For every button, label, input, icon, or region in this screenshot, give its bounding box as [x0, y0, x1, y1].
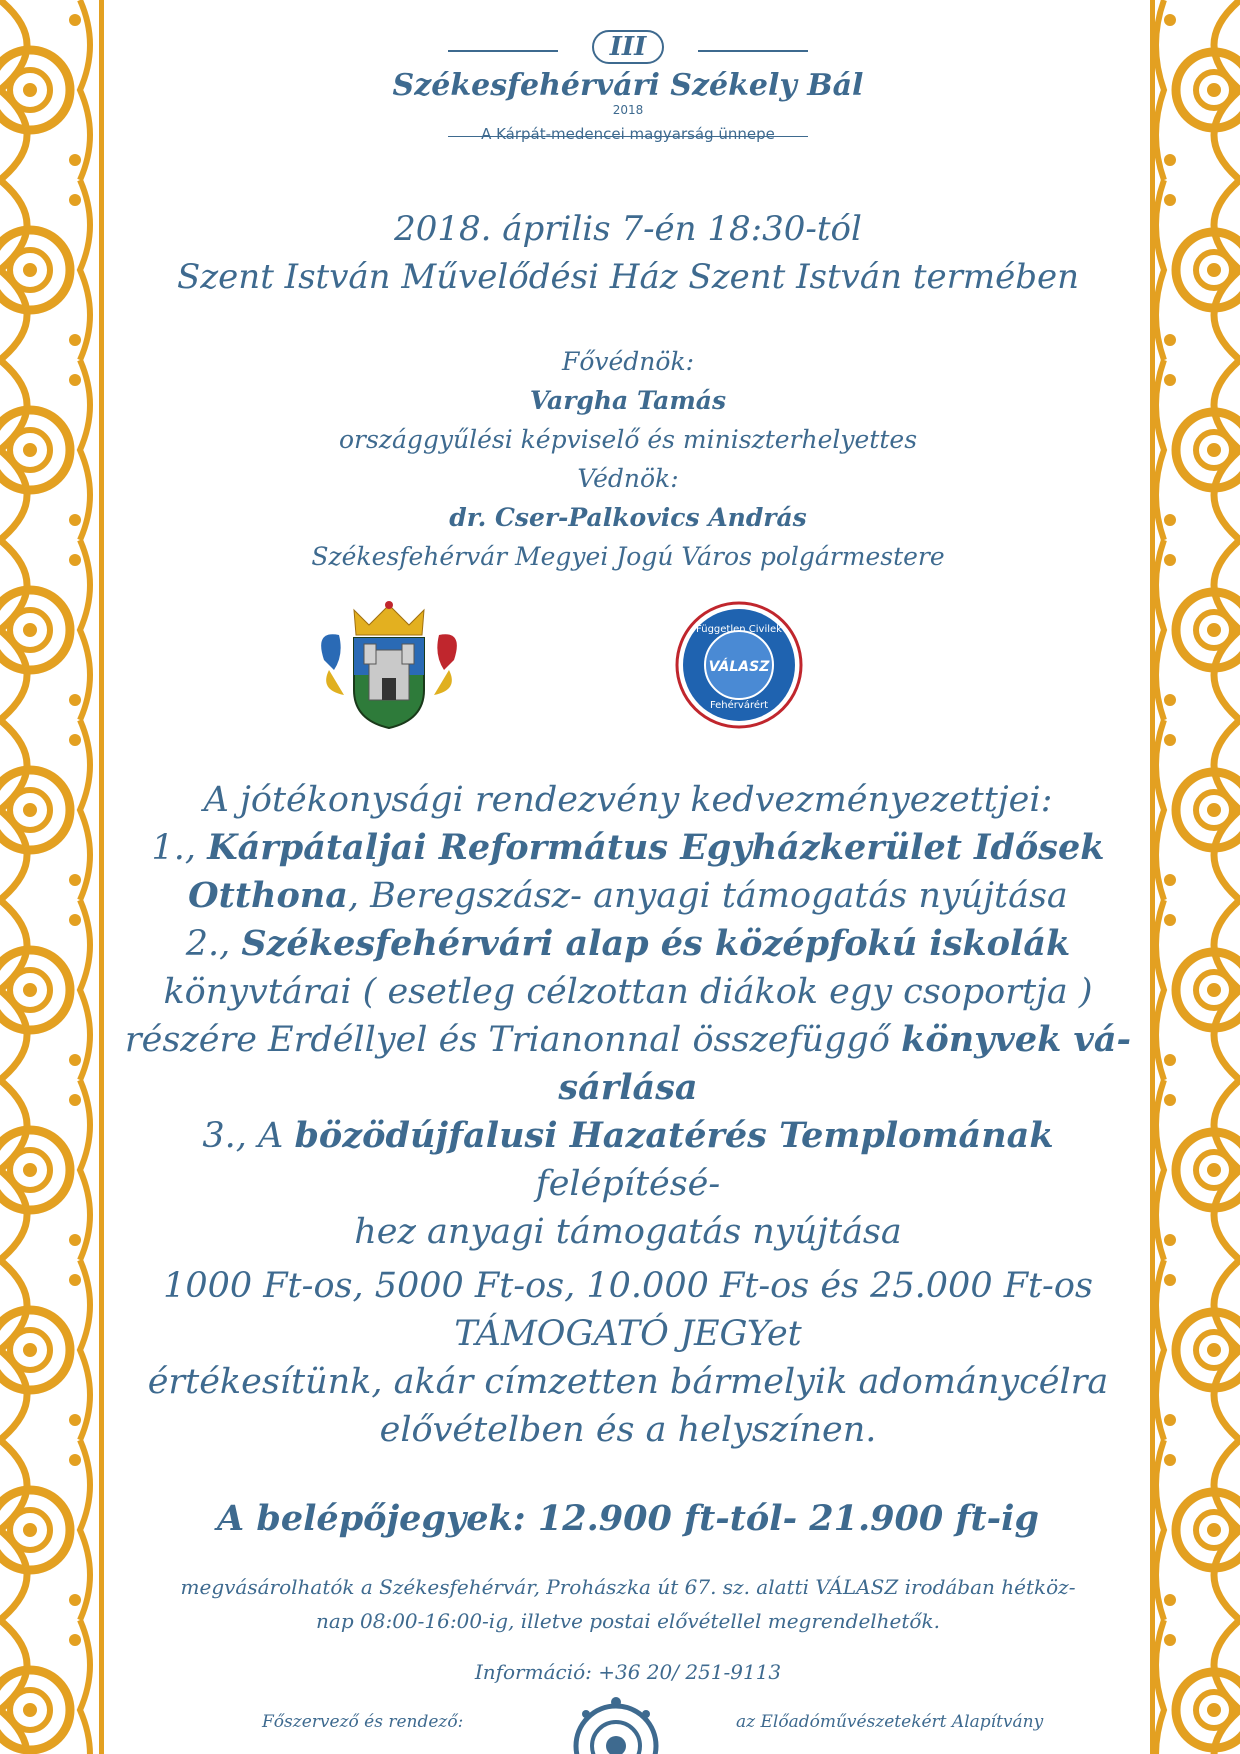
- left-ornamental-border: [0, 0, 108, 1754]
- ball-subtitle: A Kárpát-medencei magyarság ünnepe: [481, 125, 775, 143]
- valasz-logo-top-text: Független Civilek: [696, 624, 782, 635]
- beneficiaries-block: [108, 776, 1148, 1256]
- beneficiary-3-line-2: hez anyagi támogatás nyújtása: [354, 1212, 902, 1252]
- beneficiary-3-line-1: [108, 1112, 1148, 1208]
- beneficiary-1-desc: , Beregszász- anyagi támogatás nyújtása: [347, 876, 1068, 916]
- beneficiary-3-rest: felépítésé-: [535, 1164, 721, 1204]
- edition-number: III: [609, 32, 647, 62]
- city-coat-of-arms-icon: [314, 600, 464, 730]
- entry-ticket-price: A belépőjegyek: 12.900 ft-tól- 21.900 ft-ig: [217, 1498, 1039, 1539]
- beneficiary-2-line-4: [108, 1064, 1148, 1112]
- beneficiaries-heading: A jótékonysági rendezvény kedvezményezettjei:: [203, 780, 1053, 820]
- ball-year: 2018: [612, 103, 644, 117]
- support-tickets-block: [108, 1262, 1148, 1454]
- ball-title: Székesfehérvári Székely Bál: [392, 68, 864, 103]
- beneficiary-2-line-3-text: részére Erdéllyel és Trianonnal összefüggő: [124, 1020, 890, 1060]
- event-logo: [108, 30, 1148, 143]
- beneficiary-1-name-b: Otthona: [188, 875, 348, 916]
- beneficiary-2-line-1: [108, 920, 1148, 968]
- beneficiary-1-prefix: 1.,: [151, 828, 197, 868]
- beneficiary-2-line-2: könyvtárai ( esetleg célzottan diákok egy csoportja ): [163, 972, 1093, 1012]
- valasz-logo-icon: [674, 600, 804, 730]
- contact-info: Információ: +36 20/ 251-9113: [474, 1660, 782, 1684]
- purchase-info: [138, 1570, 1118, 1638]
- beneficiary-1-name-a: Kárpátaljai Református Egyházkerület Idősek: [207, 827, 1105, 868]
- beneficiary-2-line-3-bold: könyvek vá-: [901, 1019, 1132, 1060]
- valasz-logo-bottom-text: Fehérvárért: [709, 700, 769, 711]
- valasz-logo-center-text: VÁLASZ: [708, 659, 770, 675]
- beneficiary-3-prefix: 3., A: [202, 1116, 284, 1156]
- patron-role: Székesfehérvár Megyei Jogú Város polgármestere: [311, 542, 945, 571]
- poster-content: [108, 0, 1148, 1754]
- beneficiary-2-line-3: [108, 1016, 1148, 1064]
- footer-ornament-icon: [556, 1696, 676, 1754]
- purchase-line-1: megvásárolhatók a Székesfehérvár, Prohászka út 67. sz. alatti VÁLASZ irodában hétköz-: [180, 1575, 1076, 1599]
- purchase-line-2: nap 08:00-16:00-ig, illetve postai elővétellel megrendelhetők.: [316, 1609, 940, 1633]
- beneficiary-1-line-2: [108, 872, 1148, 920]
- organizer-label: Főszervező és rendező:: [262, 1712, 464, 1732]
- beneficiary-1-line-1: [108, 824, 1148, 872]
- beneficiary-2-prefix: 2.,: [185, 924, 231, 964]
- chief-patron-name: Vargha Tamás: [529, 386, 727, 415]
- tickets-line-1: 1000 Ft-os, 5000 Ft-os, 10.000 Ft-os és 25.000 Ft-os: [163, 1266, 1093, 1306]
- beneficiary-2-line-4-bold: sárlása: [558, 1067, 698, 1108]
- event-venue: Szent István Művelődési Ház Szent István termében: [176, 257, 1080, 297]
- edition-badge: [592, 30, 665, 64]
- chief-patron-role: országgyűlési képviselő és miniszterhelyettes: [338, 425, 918, 454]
- foundation-name: az Előadóművészetekért Alapítvány: [736, 1712, 1044, 1732]
- event-date: 2018. április 7-én 18:30-tól: [394, 209, 862, 249]
- patron-label: Védnök:: [577, 464, 679, 493]
- tickets-line-3: értékesítünk, akár címzetten bármelyik adománycélra: [147, 1362, 1109, 1402]
- patron-name: dr. Cser-Palkovics András: [449, 503, 807, 532]
- chief-patron-label: Fővédnök:: [561, 347, 695, 376]
- right-ornamental-border: [1148, 0, 1240, 1754]
- beneficiary-3-name: bözödújfalusi Hazatérés Templomának: [294, 1115, 1054, 1156]
- event-date-venue: [108, 205, 1148, 301]
- tickets-line-4: elővételben és a helyszínen.: [379, 1410, 877, 1450]
- patrons-block: [108, 342, 1148, 576]
- beneficiary-2-name: Székesfehérvári alap és középfokú iskolák: [241, 923, 1071, 964]
- tickets-line-2: TÁMOGATÓ JEGYet: [454, 1314, 802, 1354]
